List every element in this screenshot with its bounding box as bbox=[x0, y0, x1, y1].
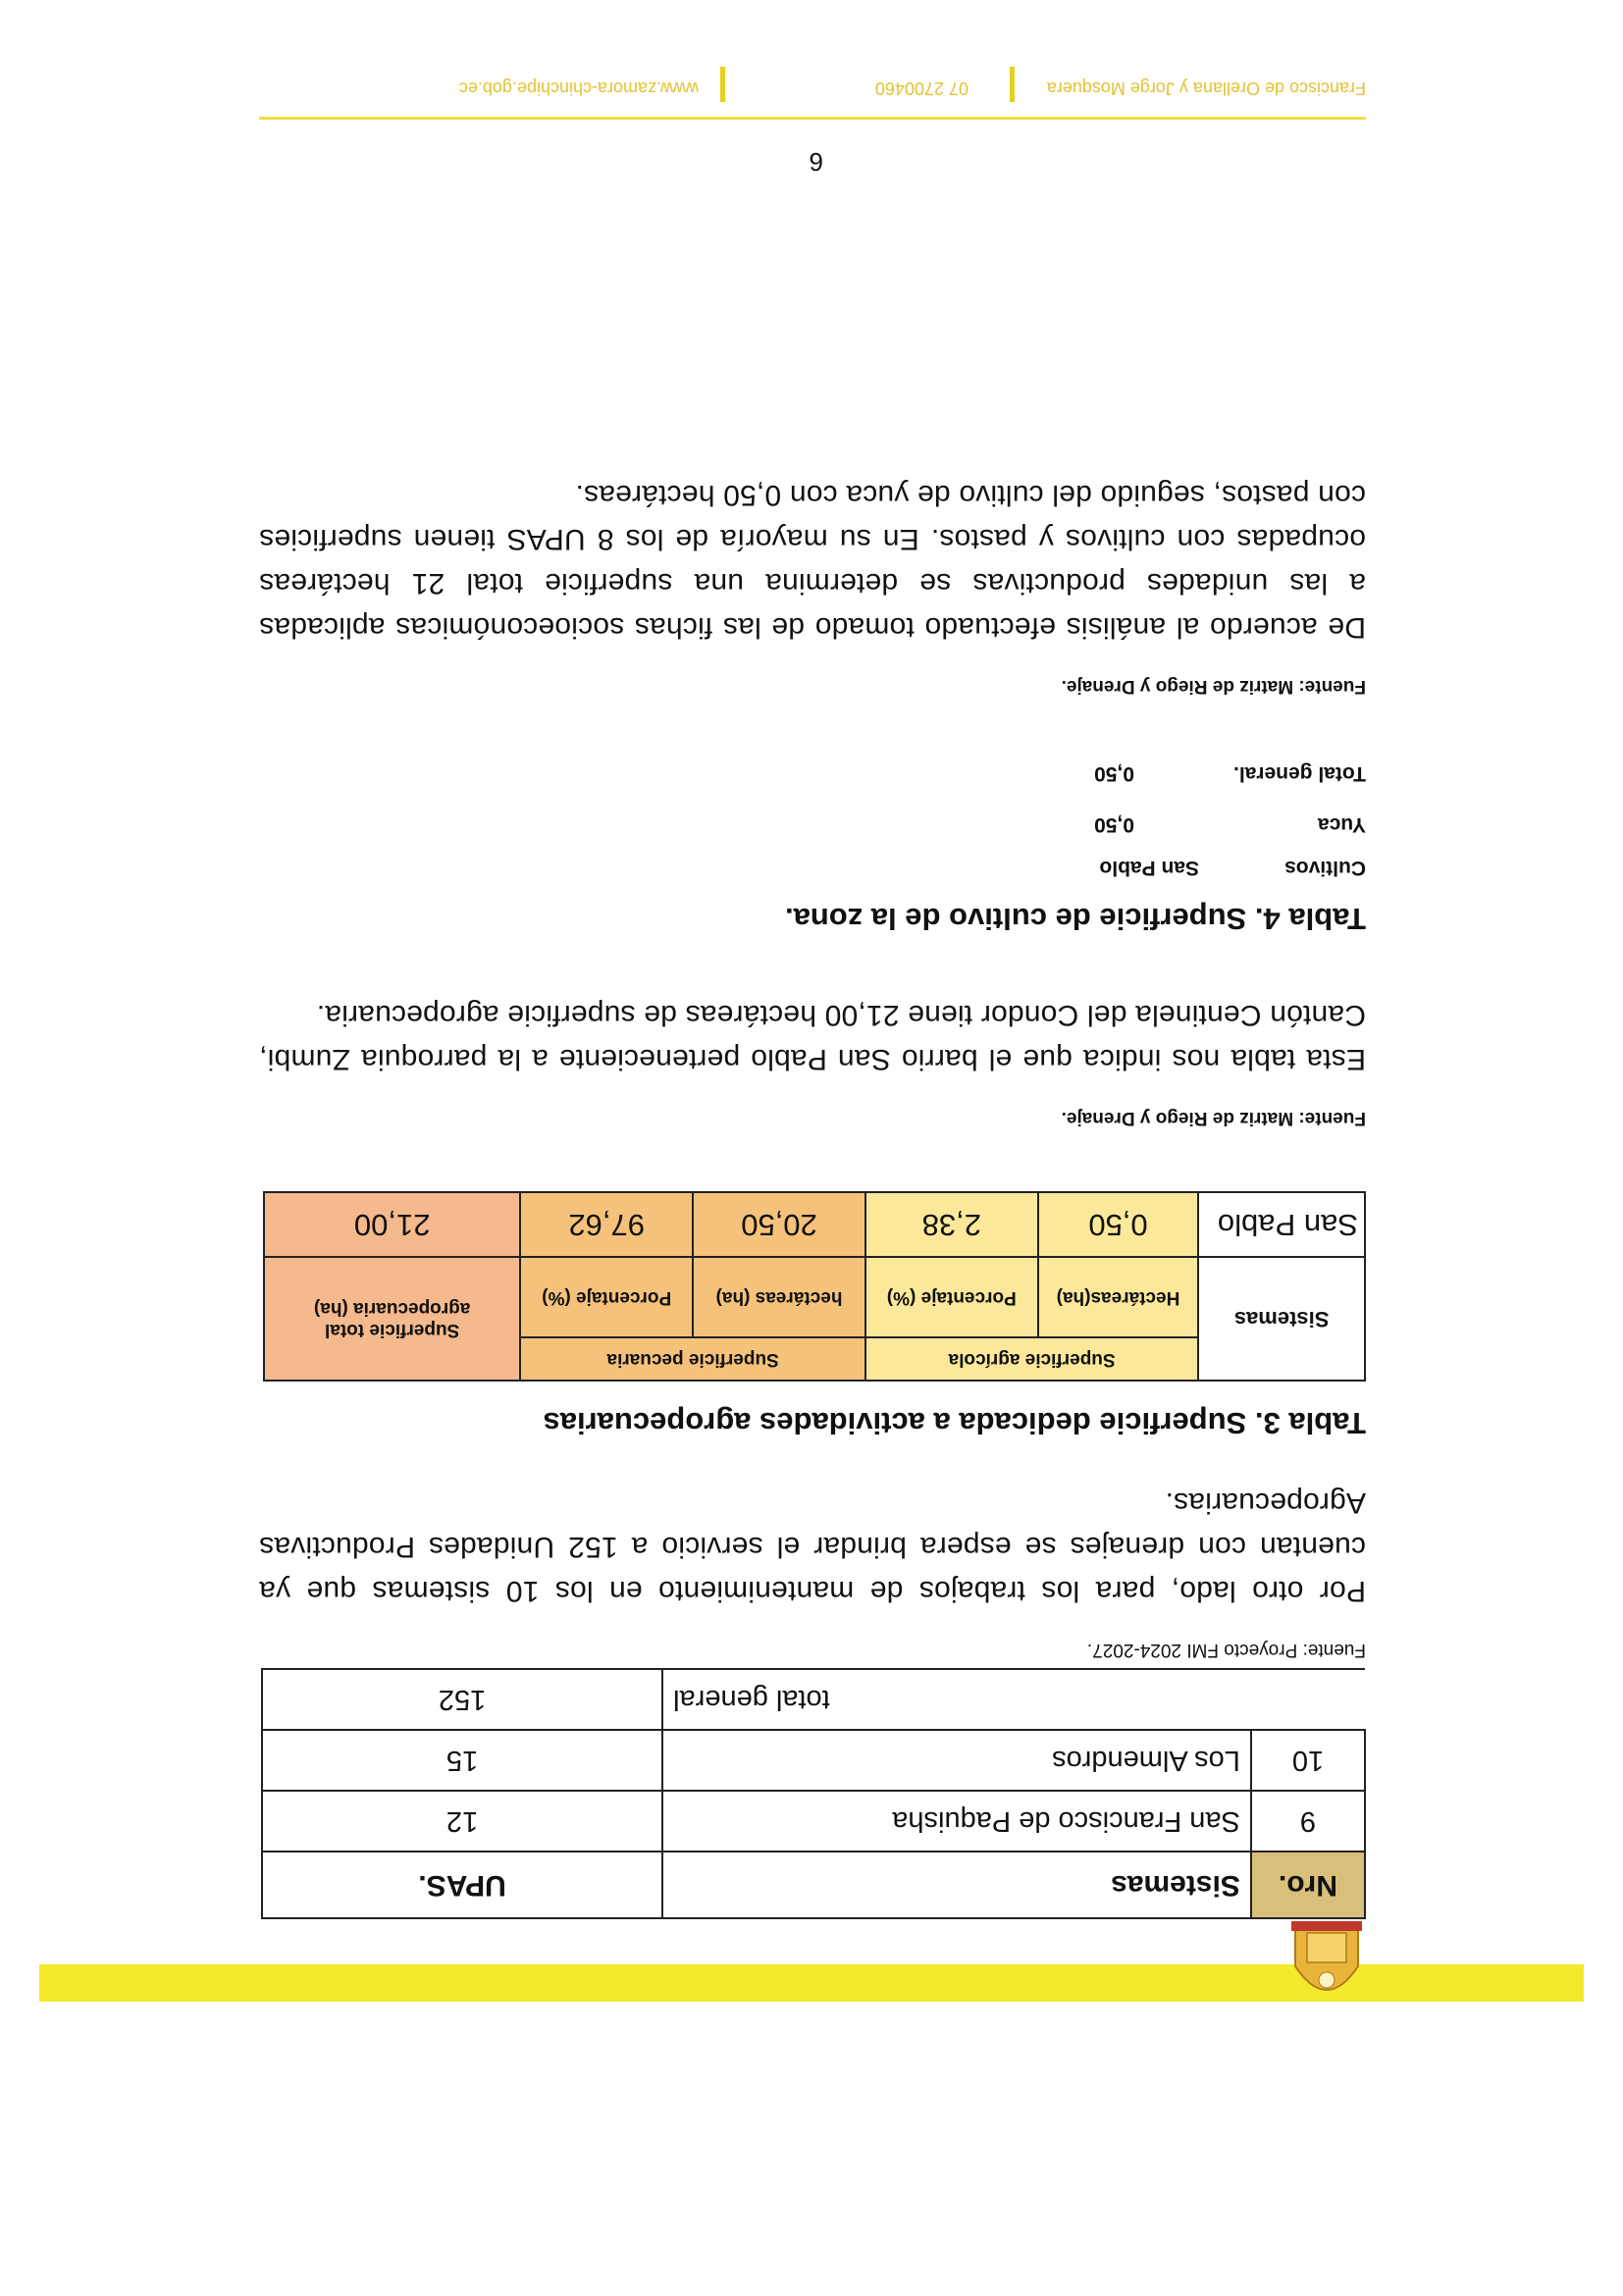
cell-agri-ha: 0,50 bbox=[1038, 1192, 1199, 1257]
cell-nro: 10 bbox=[1251, 1730, 1365, 1791]
header-hectareas-pecuaria: hectáreas (ha) bbox=[693, 1257, 865, 1337]
header-pecuaria: Superficie pecuaria bbox=[520, 1337, 865, 1381]
footer-phone: 07 2700460 bbox=[874, 78, 969, 98]
paragraph-maintenance: Por otro lado, para los trabajos de mantenimiento en los 10 sistemas que ya cuentan con drenajes se espera brindar el servicio a 152 Unidades Productivas Agropecuarias. bbox=[259, 1487, 1366, 1607]
header-porcentaje-pecuaria: Porcentaje (%) bbox=[520, 1257, 693, 1337]
header-hectareas: Hectáreas(ha) bbox=[1038, 1257, 1199, 1337]
upas-systems-table bbox=[261, 1668, 1366, 1919]
footer-website: www.zamora-chinchipe.gob.ec bbox=[458, 78, 699, 98]
header-porcentaje: Porcentaje (%) bbox=[865, 1257, 1038, 1337]
total-value: 152 bbox=[262, 1669, 662, 1730]
table-row bbox=[262, 1791, 1365, 1852]
header-cultivos: Cultivos bbox=[1284, 857, 1366, 879]
table-row bbox=[262, 1730, 1365, 1791]
table3-title: Tabla 3. Superficie dedicada a actividades agropecuarias bbox=[543, 1406, 1366, 1440]
page-number: 6 bbox=[809, 147, 823, 177]
header-san-pablo: San Pablo bbox=[1099, 857, 1199, 879]
cell-crop: Yuca bbox=[1317, 813, 1366, 836]
footer-divider bbox=[259, 117, 1366, 120]
prefecture-logo-icon bbox=[1287, 1917, 1366, 2006]
table-header-row bbox=[264, 1337, 1365, 1381]
paragraph-analysis: De acuerdo al análisis efectuado tomado de las fichas socioeconómicas aplicadas a las unidades productivas se determina una superficie total 21 hectáreas ocupadas con cultivos y pastos. En su mayoría de los 8 UPAS tienen superficies con pastos, seguido del cultivo de yuca con 0,50 hectáreas. bbox=[259, 479, 1366, 644]
table-total-row bbox=[483, 750, 1366, 789]
header-agricola: Superficie agrícola bbox=[865, 1337, 1198, 1381]
table1-source: Fuente: Proyecto FMI 2024-2027. bbox=[1086, 1640, 1366, 1660]
table-header-row bbox=[483, 844, 1366, 883]
header-sistemas: Sistemas bbox=[1198, 1257, 1365, 1381]
cell-total: 21,00 bbox=[264, 1192, 520, 1257]
table4-source: Fuente: Matriz de Riego y Drenaje. bbox=[1061, 676, 1366, 697]
header-upas: UPAS. bbox=[262, 1852, 662, 1918]
table3-source: Fuente: Matriz de Riego y Drenaje. bbox=[1061, 1108, 1366, 1128]
cell-crop-value: 0,50 bbox=[1094, 813, 1134, 836]
table-row bbox=[483, 801, 1366, 840]
agro-surface-table bbox=[263, 1191, 1366, 1382]
cell-pec-pct: 97,62 bbox=[520, 1192, 693, 1257]
total-value: 0,50 bbox=[1094, 762, 1134, 785]
cell-agri-pct: 2,38 bbox=[865, 1192, 1038, 1257]
header-total: Superficie total agropecuaria (ha) bbox=[264, 1257, 520, 1381]
table-row bbox=[264, 1192, 1365, 1257]
header-nro: Nro. bbox=[1251, 1852, 1365, 1918]
cell-nro: 9 bbox=[1251, 1791, 1365, 1852]
total-label: total general bbox=[662, 1669, 1365, 1730]
footer-address: Francisco de Orellana y Jorge Mosquera bbox=[1046, 78, 1366, 98]
page-footer bbox=[259, 67, 1366, 106]
cell-pec-ha: 20,50 bbox=[693, 1192, 865, 1257]
total-label: Total general. bbox=[1233, 762, 1366, 785]
cell-upas: 12 bbox=[262, 1791, 662, 1852]
table-total-row bbox=[262, 1669, 1365, 1730]
cell-sistema: San Francisco de Paquisha bbox=[662, 1791, 1251, 1852]
cell-sistema: Los Almendros bbox=[662, 1730, 1251, 1791]
cell-upas: 15 bbox=[262, 1730, 662, 1791]
cell-sistema: San Pablo bbox=[1198, 1192, 1365, 1257]
paragraph-san-pablo: Esta tabla nos indica que el barrio San Pablo perteneciente a la parroquia Zumbi, Cantón Centinela del Condor tiene 21,00 hectáreas de superficie agropecuaria. bbox=[259, 999, 1366, 1075]
table4-title: Tabla 4. Superficie de cultivo de la zona. bbox=[784, 902, 1366, 936]
table-header-row bbox=[262, 1852, 1365, 1918]
header-sistemas: Sistemas bbox=[662, 1852, 1251, 1918]
